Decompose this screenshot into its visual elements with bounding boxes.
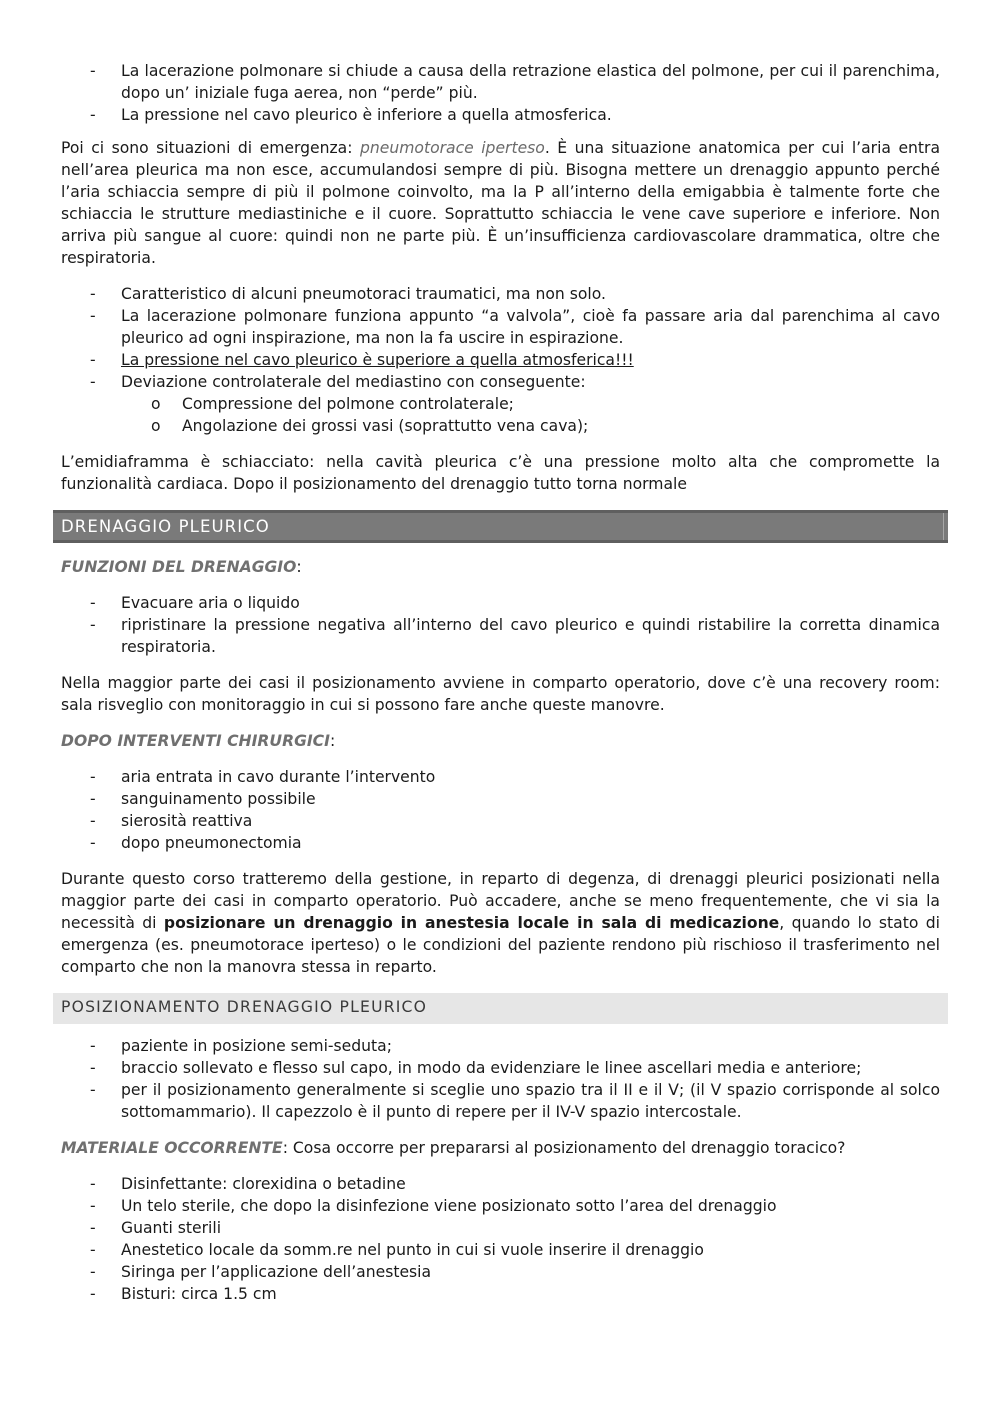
paragraph-text: Poi ci sono situazioni di emergenza:: [61, 139, 360, 157]
materiale-list: [61, 1173, 940, 1305]
dash-marker: -: [90, 351, 96, 369]
list-item-text: Un telo sterile, che dopo la disinfezione viene posizionato sotto l’area del drenaggio: [121, 1197, 777, 1215]
funzioni-list: [61, 592, 940, 658]
dash-marker: -: [90, 373, 96, 391]
bold-text: posizionare un drenaggio in anestesia locale in sala di medicazione: [163, 914, 780, 932]
list-item-text: Compressione del polmone controlaterale;: [182, 395, 514, 413]
list-item-text: braccio sollevato e flesso sul capo, in modo da evidenziare le linee ascellari media e anteriore;: [121, 1059, 862, 1077]
dash-marker: -: [90, 106, 96, 124]
sub-bullet-list: [61, 393, 940, 437]
dash-marker: -: [90, 1241, 96, 1259]
list-item: [61, 1239, 940, 1261]
list-item: [61, 305, 940, 349]
list-item: [61, 349, 940, 371]
dash-marker: -: [90, 1285, 96, 1303]
paragraph-text: , quando lo stato di emergenza (es. pneumotorace iperteso) o le condizioni del paziente rendono più rischioso il trasferimento nel comparto che non la manovra stessa in reparto.: [61, 914, 941, 976]
dash-marker: -: [90, 285, 96, 303]
list-item-text: Anestetico locale da somm.re nel punto in cui si vuole inserire il drenaggio: [121, 1241, 704, 1259]
funzioni-heading: [61, 556, 940, 578]
emergency-paragraph: [61, 137, 940, 269]
list-item-text: sanguinamento possibile: [121, 790, 316, 808]
dash-marker: -: [90, 1081, 96, 1099]
list-item-text: sierosità reattiva: [121, 812, 253, 830]
list-item-text: La lacerazione polmonare funziona appunto “a valvola”, cioè fa passare aria dal parenchima al cavo pleurico ad ogni inspirazione, ma non la fa uscire in espirazione.: [121, 307, 940, 347]
dash-marker: -: [90, 768, 96, 786]
dash-marker: -: [90, 307, 96, 325]
list-item-text: La lacerazione polmonare si chiude a causa della retrazione elastica del polmone, per cui il parenchima, dopo un’ iniziale fuga aerea, non “perde” più.: [121, 62, 940, 102]
list-item: [61, 766, 940, 788]
list-item-text: Caratteristico di alcuni pneumotoraci traumatici, ma non solo.: [121, 285, 606, 303]
list-item: [61, 1057, 940, 1079]
dash-marker: -: [90, 1059, 96, 1077]
dash-marker: -: [90, 1175, 96, 1193]
list-item-text: per il posizionamento generalmente si sceglie uno spazio tra il II e il V; (il V spazio corrisponde al solco sottomammario). Il capezzolo è il punto di repere per il IV-V spazio intercostale.: [121, 1081, 940, 1121]
underlined-text: La pressione nel cavo pleurico è superiore a quella atmosferica!!!: [121, 351, 634, 369]
dash-marker: -: [90, 1197, 96, 1215]
list-item: [61, 810, 940, 832]
list-item: [61, 283, 940, 305]
list-item: [61, 371, 940, 393]
dash-marker: -: [90, 1037, 96, 1055]
emphasized-term: pneumotorace iperteso: [359, 139, 545, 157]
sub-list-item: [61, 415, 940, 437]
section-title: DRENAGGIO PLEURICO: [61, 517, 270, 536]
list-item: [61, 1261, 940, 1283]
list-item-text: Evacuare aria o liquido: [121, 594, 300, 612]
keyword-label: FUNZIONI DEL DRENAGGIO: [61, 558, 297, 576]
list-item-text: La pressione nel cavo pleurico è inferiore a quella atmosferica.: [121, 106, 612, 124]
list-item-text: aria entrata in cavo durante l’intervento: [121, 768, 436, 786]
dash-marker: -: [90, 1219, 96, 1237]
list-item: [61, 614, 940, 658]
list-item: [61, 60, 940, 104]
list-item-text: Bisturi: circa 1.5 cm: [121, 1285, 277, 1303]
list-item-text: Deviazione controlaterale del mediastino con conseguente:: [121, 373, 586, 391]
dopo-heading: [61, 730, 940, 752]
recovery-paragraph: Nella maggior parte dei casi il posizionamento avviene in comparto operatorio, dove c’è una recovery room: sala risveglio con monitoraggio in cui si possono fare anche queste manovre.: [61, 674, 940, 714]
paragraph-text: . È una situazione anatomica per cui l’aria entra nell’area pleurica ma non esce, accumulandosi sempre di più. Bisogna mettere un drenaggio appunto perché l’aria schiaccia sempre di più il polmone coinvolto, ma la P all’interno della emigabbia è talmente forte che schiaccia le strutture mediastiniche e il cuore. Soprattutto schiaccia le vene cave superiore e inferiore. Non arriva più sangue al cuore: quindi non ne parte più. È un’insufficienza cardiovascolare drammatica, oltre che respiratoria.: [61, 139, 941, 267]
paragraph-text: : Cosa occorre per prepararsi al posizionamento del drenaggio toracico?: [282, 1139, 846, 1157]
dash-marker: -: [90, 616, 96, 634]
list-item: [61, 1173, 940, 1195]
section-heading-posizionamento: [53, 993, 948, 1024]
list-item: [61, 104, 940, 126]
dash-marker: -: [90, 594, 96, 612]
dash-marker: -: [90, 1263, 96, 1281]
list-item-text: ripristinare la pressione negativa all’interno del cavo pleurico e quindi ristabilire la corretta dinamica respiratoria.: [121, 616, 940, 656]
dash-marker: -: [90, 790, 96, 808]
materiale-heading: [61, 1137, 940, 1159]
circle-marker: o: [151, 417, 161, 435]
emidiaframma-paragraph: L’emidiaframma è schiacciato: nella cavità pleurica c’è una pressione molto alta che compromette la funzionalità cardiaca. Dopo il posizionamento del drenaggio tutto torna normale: [61, 453, 940, 493]
list-item-text: dopo pneumonectomia: [121, 834, 302, 852]
dash-marker: -: [90, 62, 96, 80]
circle-marker: o: [151, 395, 161, 413]
list-item: [61, 1035, 940, 1057]
list-item-text: Guanti sterili: [121, 1219, 222, 1237]
list-item-text: paziente in posizione semi-seduta;: [121, 1037, 392, 1055]
list-item: [61, 788, 940, 810]
list-item-text: Disinfettante: clorexidina o betadine: [121, 1175, 406, 1193]
list-item: [61, 832, 940, 854]
sub-list-item: [61, 393, 940, 415]
colon: :: [329, 732, 336, 750]
list-item: [61, 1195, 940, 1217]
list-item-text: Angolazione dei grossi vasi (soprattutto vena cava);: [182, 417, 589, 435]
section-title: POSIZIONAMENTO DRENAGGIO PLEURICO: [61, 998, 428, 1016]
document-page: [61, 60, 940, 1305]
dash-marker: -: [90, 834, 96, 852]
emergency-bullet-list: [61, 283, 940, 393]
list-item: [61, 1079, 940, 1123]
list-item: [61, 1217, 940, 1239]
dopo-list: [61, 766, 940, 854]
top-bullet-list: [61, 60, 940, 126]
keyword-label: DOPO INTERVENTI CHIRURGICI: [61, 732, 330, 750]
dash-marker: -: [90, 812, 96, 830]
keyword-label: MATERIALE OCCORRENTE: [61, 1139, 283, 1157]
list-item-text: Siringa per l’applicazione dell’anestesia: [121, 1263, 432, 1281]
list-item: [61, 1283, 940, 1305]
posizionamento-list: [61, 1035, 940, 1123]
colon: :: [296, 558, 302, 576]
list-item: [61, 592, 940, 614]
section-heading-drenaggio: [53, 510, 948, 543]
corso-paragraph: [61, 868, 940, 978]
paragraph-text: Durante questo corso tratteremo della gestione, in reparto di degenza, di drenaggi pleurici posizionati nella maggior parte dei casi in comparto operatorio. Può accadere, anche se meno frequentemente, che vi sia la necessità di: [61, 870, 940, 932]
